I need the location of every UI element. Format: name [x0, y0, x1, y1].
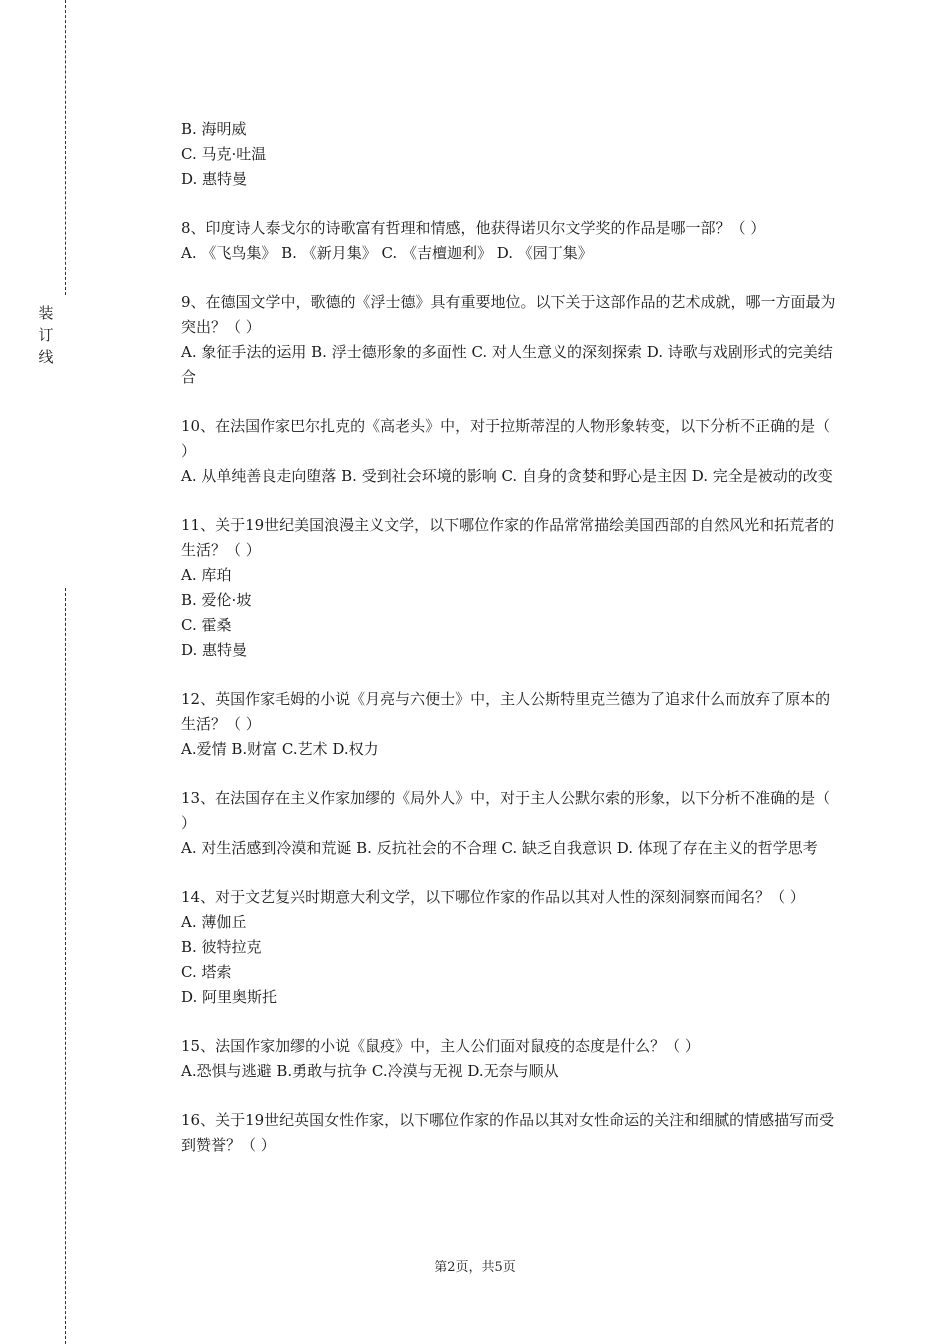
question-stem: 14、对于文艺复兴时期意大利文学，以下哪位作家的作品以其对人性的深刻洞察而闻名？（ ） [181, 888, 805, 906]
exam-content [181, 117, 841, 1182]
option-d: D. 阿里奥斯托 [181, 988, 278, 1006]
option-b: B. 海明威 [181, 120, 247, 138]
question-stem: 10、在法国作家巴尔扎克的《高老头》中，对于拉斯蒂涅的人物形象转变，以下分析不正确的是（ ） [181, 417, 831, 460]
question-stem: 12、英国作家毛姆的小说《月亮与六便士》中，主人公斯特里克兰德为了追求什么而放弃了原本的生活？（ ） [181, 690, 831, 733]
question-stem: 8、印度诗人泰戈尔的诗歌富有哲理和情感，他获得诺贝尔文学奖的作品是哪一部？（ ） [181, 219, 766, 237]
option-c: C. 塔索 [181, 963, 232, 981]
option-b: B. 彼特拉克 [181, 938, 262, 956]
option-b: B. 爱伦·坡 [181, 591, 252, 609]
binding-dashed-line-top [65, 0, 66, 295]
binding-char: 线 [38, 348, 54, 366]
question-stem: 13、在法国存在主义作家加缪的《局外人》中，对于主人公默尔索的形象，以下分析不准确的是（ ） [181, 789, 831, 832]
question-stem: 9、在德国文学中，歌德的《浮士德》具有重要地位。以下关于这部作品的艺术成就，哪一方面最为突出？（ ） [181, 293, 836, 336]
option-a: A. 库珀 [181, 566, 232, 584]
option-c: C. 马克·吐温 [181, 145, 267, 163]
page-number-footer: 第2页，共5页 [434, 1260, 516, 1275]
binding-label [36, 302, 56, 368]
question-options: A.恐惧与逃避 B.勇敢与抗争 C.冷漠与无视 D.无奈与顺从 [181, 1062, 559, 1080]
question-stem: 15、法国作家加缪的小说《鼠疫》中，主人公们面对鼠疫的态度是什么？（ ） [181, 1037, 700, 1055]
question-15 [181, 1034, 841, 1084]
question-14 [181, 885, 841, 1010]
question-13 [181, 786, 841, 861]
question-10 [181, 414, 841, 489]
question-options: A. 对生活感到冷漠和荒诞 B. 反抗社会的不合理 C. 缺乏自我意识 D. 体现了存在主义的哲学思考 [181, 839, 818, 857]
question-stem: 11、关于19世纪美国浪漫主义文学，以下哪位作家的作品常常描绘美国西部的自然风光和拓荒者的生活？（ ） [181, 516, 835, 559]
option-d: D. 惠特曼 [181, 170, 248, 188]
question-16 [181, 1108, 841, 1158]
question-11 [181, 513, 841, 663]
question-9 [181, 290, 841, 390]
question-options: A. 象征手法的运用 B. 浮士德形象的多面性 C. 对人生意义的深刻探索 D. 诗歌与戏剧形式的完美结合 [181, 343, 833, 386]
question-options: A. 从单纯善良走向堕落 B. 受到社会环境的影响 C. 自身的贪婪和野心是主因 D. 完全是被动的改变 [181, 467, 833, 485]
question-stem: 16、关于19世纪英国女性作家，以下哪位作家的作品以其对女性命运的关注和细腻的情感描写而受到赞誉？（ ） [181, 1111, 835, 1154]
binding-char: 装 [38, 304, 54, 322]
question-7-options [181, 117, 841, 192]
question-options: A.爱情 B.财富 C.艺术 D.权力 [181, 740, 379, 758]
option-a: A. 薄伽丘 [181, 913, 247, 931]
binding-dashed-line-bottom [65, 588, 66, 1344]
option-d: D. 惠特曼 [181, 641, 248, 659]
option-c: C. 霍桑 [181, 616, 232, 634]
question-12 [181, 687, 841, 762]
question-8 [181, 216, 841, 266]
question-options: A. 《飞鸟集》 B. 《新月集》 C. 《吉檀迦利》 D. 《园丁集》 [181, 244, 593, 262]
binding-char: 订 [38, 326, 54, 344]
